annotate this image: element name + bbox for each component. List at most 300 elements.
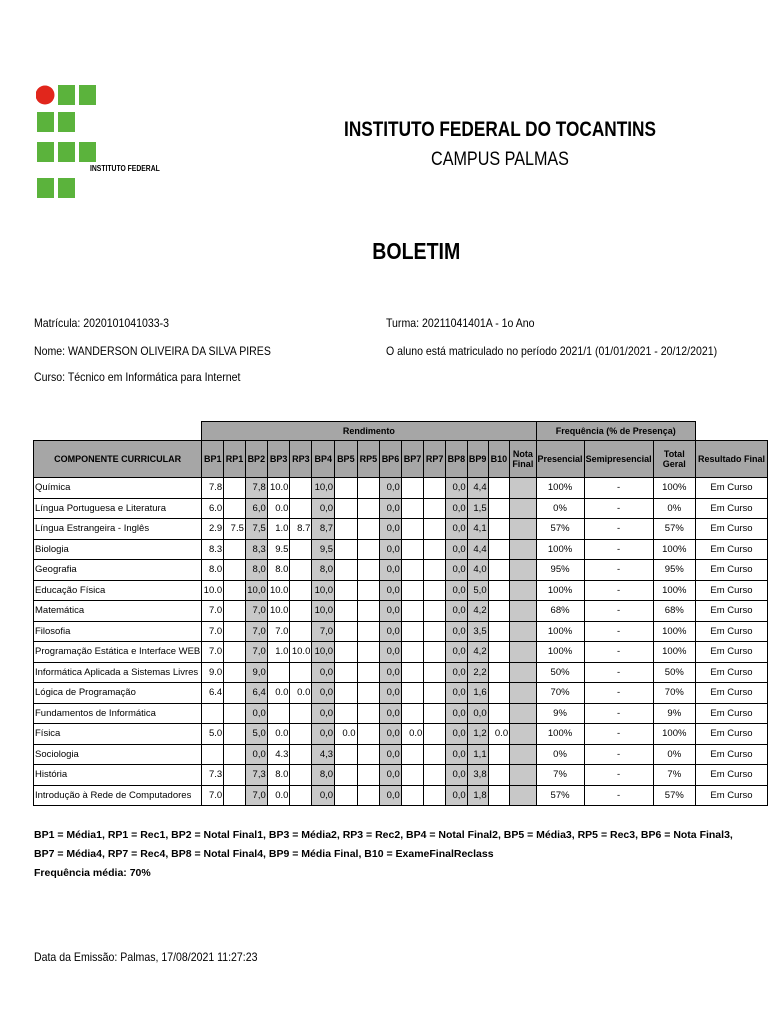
grade-cell [510, 703, 536, 724]
grade-cell: 0,0 [312, 724, 335, 745]
grade-cell: 0.0 [290, 683, 312, 704]
institution-logo [36, 82, 160, 207]
component-name: Matemática [34, 601, 202, 622]
grade-cell: - [584, 724, 653, 745]
grade-cell: 7,0 [245, 642, 267, 663]
grade-cell [357, 724, 380, 745]
grade-cell: 0,0 [446, 621, 468, 642]
grade-cell: 5,0 [467, 580, 488, 601]
grade-cell: 10,0 [312, 642, 335, 663]
grade-cell: 10.0 [202, 580, 224, 601]
grade-cell: 0,0 [446, 560, 468, 581]
campus-name: CAMPUS PALMAS [431, 149, 569, 170]
grade-cell [401, 580, 424, 601]
grade-cell [488, 621, 510, 642]
column-header: BP9 [467, 441, 488, 478]
grade-cell [510, 765, 536, 786]
grade-cell [224, 703, 246, 724]
grade-cell: 6.0 [202, 498, 224, 519]
grade-cell: 50% [536, 662, 584, 683]
grade-cell: - [584, 662, 653, 683]
grade-cell [424, 703, 446, 724]
grade-cell: 0,0 [467, 703, 488, 724]
column-header: Resultado Final [695, 441, 767, 478]
grade-cell [224, 765, 246, 786]
grade-cell: 100% [653, 724, 695, 745]
grade-cell [510, 580, 536, 601]
grade-cell [357, 498, 380, 519]
grade-cell: 0,0 [380, 601, 402, 622]
grade-cell [424, 683, 446, 704]
grade-cell: - [584, 498, 653, 519]
institution-name: INSTITUTO FEDERAL DO TOCANTINS [344, 118, 656, 141]
table-row [34, 662, 768, 683]
document-title: BOLETIM [372, 238, 461, 264]
grade-cell [357, 539, 380, 560]
group-frequencia: Frequência (% de Presença) [536, 422, 695, 441]
table-row [34, 601, 768, 622]
average-frequency: Frequência média: 70% [34, 867, 151, 879]
grade-cell: 7.3 [202, 765, 224, 786]
grade-cell: 100% [653, 478, 695, 499]
grade-cell [335, 478, 358, 499]
grade-cell: 10,0 [312, 601, 335, 622]
grade-cell [357, 601, 380, 622]
grade-cell: 2.9 [202, 519, 224, 540]
grade-cell: 0% [536, 744, 584, 765]
grade-cell [401, 765, 424, 786]
component-name: História [34, 765, 202, 786]
table-row [34, 765, 768, 786]
grade-cell [357, 662, 380, 683]
grade-cell [401, 498, 424, 519]
grade-cell: 8.0 [202, 560, 224, 581]
grade-cell [488, 539, 510, 560]
grade-cell [290, 601, 312, 622]
grade-cell: 0% [536, 498, 584, 519]
grade-cell: 7.5 [224, 519, 246, 540]
grade-cell [335, 519, 358, 540]
component-name: Filosofia [34, 621, 202, 642]
grade-cell: 0,0 [380, 580, 402, 601]
emission-date: Data da Emissão: Palmas, 17/08/2021 11:27:23 [34, 950, 258, 964]
grade-cell: Em Curso [695, 765, 767, 786]
grade-cell: 0,0 [380, 683, 402, 704]
grade-cell: - [584, 478, 653, 499]
grade-cell: 1,5 [467, 498, 488, 519]
grade-cell: 7.0 [202, 601, 224, 622]
grade-cell [335, 662, 358, 683]
grade-cell: 1,8 [467, 785, 488, 806]
component-name: Geografia [34, 560, 202, 581]
grade-cell [424, 785, 446, 806]
grade-cell [424, 580, 446, 601]
grade-cell [401, 601, 424, 622]
grade-cell: 0,0 [312, 683, 335, 704]
grade-cell: - [584, 683, 653, 704]
grade-cell [488, 765, 510, 786]
grade-cell: 8.3 [202, 539, 224, 560]
table-row [34, 478, 768, 499]
grade-cell: Em Curso [695, 519, 767, 540]
grade-cell: 0,0 [245, 744, 267, 765]
grade-cell: - [584, 580, 653, 601]
column-header: BP3 [267, 441, 290, 478]
grade-cell [335, 580, 358, 601]
grade-cell [335, 683, 358, 704]
table-header-row [34, 441, 768, 478]
grade-cell: 5,0 [245, 724, 267, 745]
grade-cell: 9.5 [267, 539, 290, 560]
column-header: BP8 [446, 441, 468, 478]
grade-cell: 0,0 [312, 703, 335, 724]
enrollment-period: O aluno está matriculado no período 2021/1 (01/01/2021 - 20/12/2021) [386, 344, 718, 358]
table-row [34, 683, 768, 704]
grade-cell [401, 785, 424, 806]
group-rendimento: Rendimento [202, 422, 536, 441]
grade-cell: 1,6 [467, 683, 488, 704]
grade-cell [357, 683, 380, 704]
grade-cell: 0,0 [446, 519, 468, 540]
component-name: Programação Estática e Interface WEB [34, 642, 202, 663]
table-row [34, 785, 768, 806]
grade-cell: 7% [536, 765, 584, 786]
grade-cell [510, 560, 536, 581]
grade-cell [510, 478, 536, 499]
grade-cell: - [584, 765, 653, 786]
grade-cell: 0,0 [446, 539, 468, 560]
grade-cell: Em Curso [695, 498, 767, 519]
grade-cell: Em Curso [695, 703, 767, 724]
grade-cell [488, 498, 510, 519]
grade-cell: Em Curso [695, 478, 767, 499]
grade-cell: 4.3 [267, 744, 290, 765]
grade-cell: 9,5 [312, 539, 335, 560]
grade-cell [335, 765, 358, 786]
grade-cell [401, 683, 424, 704]
grade-cell: 4,2 [467, 601, 488, 622]
component-name: Língua Portuguesa e Literatura [34, 498, 202, 519]
grade-cell [357, 580, 380, 601]
grade-cell: 8,3 [245, 539, 267, 560]
grade-cell: 0,0 [380, 724, 402, 745]
grade-cell [224, 478, 246, 499]
grade-cell [401, 744, 424, 765]
component-name: Física [34, 724, 202, 745]
grade-cell: 8,0 [312, 765, 335, 786]
grade-cell: 0% [653, 498, 695, 519]
grade-cell: 0.0 [401, 724, 424, 745]
grade-cell: - [584, 519, 653, 540]
grade-cell: 95% [536, 560, 584, 581]
grade-cell: 7.0 [202, 642, 224, 663]
grade-cell: 4,4 [467, 478, 488, 499]
grade-cell: 100% [653, 539, 695, 560]
column-header: Total Geral [653, 441, 695, 478]
grade-cell [357, 744, 380, 765]
component-name: Biologia [34, 539, 202, 560]
grade-cell: 3,5 [467, 621, 488, 642]
column-header: BP1 [202, 441, 224, 478]
grade-cell: 10,0 [245, 580, 267, 601]
grade-cell: 0,0 [446, 683, 468, 704]
grade-cell [488, 642, 510, 663]
grade-cell: 100% [653, 621, 695, 642]
grade-cell: 6,0 [245, 498, 267, 519]
component-name: Fundamentos de Informática [34, 703, 202, 724]
grade-cell: 7.0 [267, 621, 290, 642]
column-header: B10 [488, 441, 510, 478]
grade-cell: 0,0 [380, 662, 402, 683]
grade-cell [488, 683, 510, 704]
grade-cell [224, 498, 246, 519]
grade-cell: 0,0 [446, 601, 468, 622]
grade-cell: 0,0 [380, 744, 402, 765]
grade-cell [335, 539, 358, 560]
grade-cell: 8.0 [267, 560, 290, 581]
grade-cell: 100% [536, 621, 584, 642]
grade-cell [488, 580, 510, 601]
grade-cell [424, 621, 446, 642]
grade-cell [424, 724, 446, 745]
grade-cell: Em Curso [695, 539, 767, 560]
table-row [34, 642, 768, 663]
grade-cell: 0.0 [267, 498, 290, 519]
grade-cell: 0,0 [446, 662, 468, 683]
grade-cell [357, 560, 380, 581]
grade-cell: 0.0 [335, 724, 358, 745]
grade-cell: 9% [653, 703, 695, 724]
grade-cell: 8.7 [290, 519, 312, 540]
grade-cell: Em Curso [695, 580, 767, 601]
grade-cell: 3,8 [467, 765, 488, 786]
grade-cell: 4,3 [312, 744, 335, 765]
grade-cell: 7% [653, 765, 695, 786]
grade-cell: 0,0 [312, 662, 335, 683]
grade-cell: 8.0 [267, 765, 290, 786]
grade-cell [224, 662, 246, 683]
student-name: Nome: WANDERSON OLIVEIRA DA SILVA PIRES [34, 344, 271, 358]
component-name: Lógica de Programação [34, 683, 202, 704]
grade-cell: - [584, 621, 653, 642]
grade-cell [510, 642, 536, 663]
grade-cell [488, 785, 510, 806]
grade-cell [357, 478, 380, 499]
grade-cell: 0,0 [380, 703, 402, 724]
grade-cell [224, 724, 246, 745]
grade-cell [488, 744, 510, 765]
grade-cell: 9.0 [202, 662, 224, 683]
grade-cell [224, 744, 246, 765]
grades-table [33, 421, 768, 806]
grade-cell [290, 560, 312, 581]
column-header: RP1 [224, 441, 246, 478]
grade-cell: Em Curso [695, 621, 767, 642]
grade-cell [224, 580, 246, 601]
grade-cell: 7,5 [245, 519, 267, 540]
grade-cell [424, 662, 446, 683]
grade-cell: 10.0 [290, 642, 312, 663]
grade-cell: 0,0 [380, 498, 402, 519]
grade-cell [335, 642, 358, 663]
grade-cell [424, 601, 446, 622]
grade-cell: 4,0 [467, 560, 488, 581]
grade-cell: 1,1 [467, 744, 488, 765]
grade-cell: 0,0 [380, 642, 402, 663]
grade-cell: 70% [653, 683, 695, 704]
grade-cell: 9% [536, 703, 584, 724]
grade-cell [510, 539, 536, 560]
grade-cell: 100% [536, 478, 584, 499]
grade-cell: 6,4 [245, 683, 267, 704]
grade-cell: 9,0 [245, 662, 267, 683]
grade-cell: 57% [653, 519, 695, 540]
column-header: RP7 [424, 441, 446, 478]
grade-cell: 5.0 [202, 724, 224, 745]
grade-cell [401, 539, 424, 560]
column-header: Nota Final [510, 441, 536, 478]
grade-cell [290, 744, 312, 765]
grade-cell: 7.8 [202, 478, 224, 499]
grade-cell [488, 662, 510, 683]
grade-cell: 10.0 [267, 478, 290, 499]
grade-cell [401, 703, 424, 724]
grade-cell [357, 519, 380, 540]
grade-cell [202, 703, 224, 724]
grade-cell: 4,2 [467, 642, 488, 663]
grade-cell [290, 785, 312, 806]
column-header: BP7 [401, 441, 424, 478]
grade-cell: 7.0 [202, 785, 224, 806]
grade-cell [424, 498, 446, 519]
grade-cell [335, 560, 358, 581]
grade-cell [290, 765, 312, 786]
grade-cell [335, 703, 358, 724]
grade-cell: 0.0 [267, 683, 290, 704]
grade-cell: 100% [536, 539, 584, 560]
column-header: RP3 [290, 441, 312, 478]
grade-cell [401, 642, 424, 663]
column-header: Presencial [536, 441, 584, 478]
grade-cell [424, 765, 446, 786]
grade-cell: 7.0 [202, 621, 224, 642]
grade-cell: - [584, 703, 653, 724]
grade-cell [488, 703, 510, 724]
grade-cell: 1.0 [267, 642, 290, 663]
grade-cell [510, 662, 536, 683]
table-row [34, 498, 768, 519]
grade-cell: 57% [653, 785, 695, 806]
grade-cell [357, 642, 380, 663]
grade-cell: 7,0 [245, 601, 267, 622]
component-name: Introdução à Rede de Computadores [34, 785, 202, 806]
grade-cell: 70% [536, 683, 584, 704]
grade-cell: 4,1 [467, 519, 488, 540]
grade-cell [424, 539, 446, 560]
grade-cell [401, 560, 424, 581]
grade-cell [510, 785, 536, 806]
grade-cell: 100% [653, 580, 695, 601]
grade-cell: - [584, 560, 653, 581]
grade-cell [224, 601, 246, 622]
table-row [34, 621, 768, 642]
grade-cell [224, 539, 246, 560]
grade-cell: 100% [536, 642, 584, 663]
grade-cell [401, 621, 424, 642]
grade-cell [290, 498, 312, 519]
grade-cell [290, 662, 312, 683]
grade-cell [335, 498, 358, 519]
legend-text: BP1 = Média1, RP1 = Rec1, BP2 = Notal Final1, BP3 = Média2, RP3 = Rec2, BP4 = Notal Final2, BP5 = Média3, RP5 = Rec3, BP6 = Nota Final3, BP7 = Média4, RP7 = Rec4, BP8 = Notal Final4, BP9 = Média Final, B10 = ExameFinalReclass [34, 829, 733, 860]
grade-cell: - [584, 785, 653, 806]
grade-cell: 7,0 [245, 621, 267, 642]
grade-cell: 10.0 [267, 580, 290, 601]
grade-cell: 50% [653, 662, 695, 683]
grade-cell: 10,0 [312, 478, 335, 499]
grade-cell [510, 683, 536, 704]
grade-cell: Em Curso [695, 724, 767, 745]
grade-cell: 0,0 [446, 765, 468, 786]
table-row [34, 744, 768, 765]
grade-cell [510, 744, 536, 765]
grade-cell [510, 601, 536, 622]
grade-cell: 0,0 [446, 724, 468, 745]
grade-cell [424, 478, 446, 499]
if-logo-icon [36, 82, 156, 207]
grade-cell: 4,4 [467, 539, 488, 560]
grade-cell [357, 765, 380, 786]
grade-cell: 7,3 [245, 765, 267, 786]
grade-cell: Em Curso [695, 662, 767, 683]
grade-cell [335, 744, 358, 765]
grade-cell: 0,0 [380, 478, 402, 499]
grade-cell [401, 662, 424, 683]
component-name: Química [34, 478, 202, 499]
grade-cell: 57% [536, 519, 584, 540]
grade-cell: - [584, 539, 653, 560]
component-name: Sociologia [34, 744, 202, 765]
column-header: RP5 [357, 441, 380, 478]
grade-cell [335, 785, 358, 806]
grade-cell: 2,2 [467, 662, 488, 683]
grade-cell: 0.0 [267, 785, 290, 806]
grade-cell [488, 601, 510, 622]
grade-cell [290, 724, 312, 745]
grade-cell [224, 683, 246, 704]
grade-cell [290, 539, 312, 560]
grade-cell [488, 478, 510, 499]
grade-cell: 7,0 [245, 785, 267, 806]
grade-cell [357, 621, 380, 642]
grade-cell: 0.0 [267, 724, 290, 745]
column-header: BP6 [380, 441, 402, 478]
grade-cell: 0% [653, 744, 695, 765]
grade-cell: 1.0 [267, 519, 290, 540]
grade-cell: 68% [536, 601, 584, 622]
legend [34, 826, 734, 883]
column-header: COMPONENTE CURRICULAR [34, 441, 202, 478]
student-turma: Turma: 20211041401A - 1o Ano [386, 316, 535, 330]
table-row [34, 560, 768, 581]
grade-cell: 1,2 [467, 724, 488, 745]
grade-cell [357, 703, 380, 724]
table-body [34, 478, 768, 806]
grade-cell: - [584, 642, 653, 663]
grade-cell [488, 560, 510, 581]
grade-cell: Em Curso [695, 785, 767, 806]
grade-cell: 68% [653, 601, 695, 622]
grade-cell: 0,0 [446, 744, 468, 765]
